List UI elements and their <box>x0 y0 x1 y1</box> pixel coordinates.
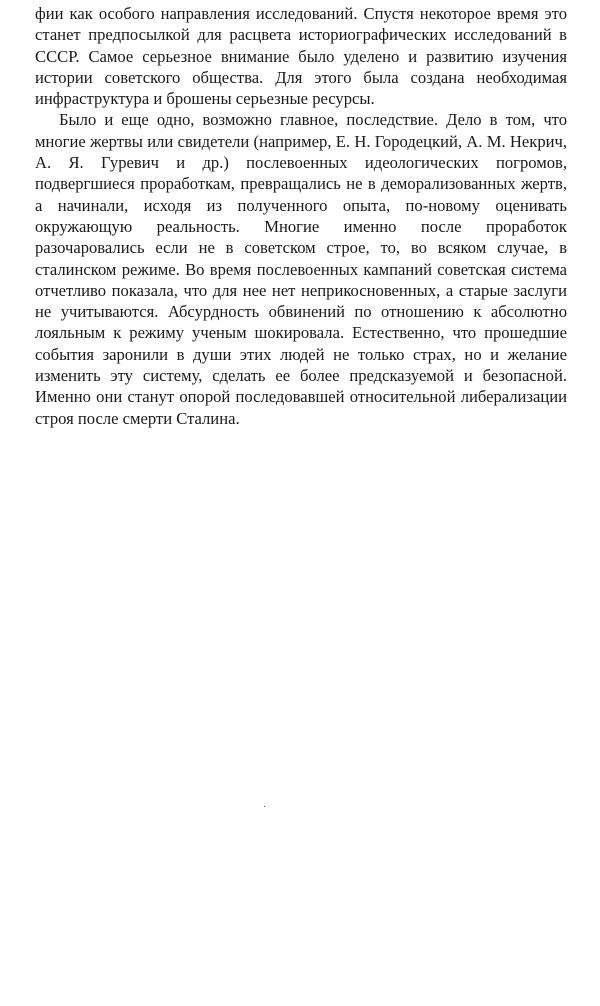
paragraph-consequence: Было и еще одно, возможно главное, последствие. Дело в том, что многие жертвы или свидетели (например, Е. Н. Городецкий, А. М. Некрич, А. Я. Гуревич и др.) послевоенных идеологических погромов, подвергшиеся проработкам, превращались не в деморализованных жертв, а начинали, исходя из полученного опыта, по-новому оценивать окружающую реальность. Многие именно после проработок разочаровались если не в советском строе, то, во всяком случае, в сталинском режиме. Во время послевоенных кампаний советская система отчетливо показала, что для нее нет неприкосновенных, а старые заслуги не учитываются. Абсурдность обвинений по отношению к абсолютно лояльным к режиму ученым шокировала. Естественно, что прошедшие события заронили в души этих людей не только страх, но и желание изменить эту систему, сделать ее более предсказуемой и безопасной. Именно они станут опорой последовавшей относительной либерализации строя после смерти Сталина. <box>35 110 567 428</box>
paragraph-continuation: фии как особого направления исследований. Спустя некоторое время это станет предпосылкой для расцвета историографических исследований в СССР. Самое серьезное внимание было уделено и развитию изучения истории советского общества. Для этого была создана необходимая инфраструктура и брошены серьезные ресурсы. <box>35 4 567 109</box>
scan-speck <box>264 806 265 807</box>
body-text <box>35 3 567 429</box>
